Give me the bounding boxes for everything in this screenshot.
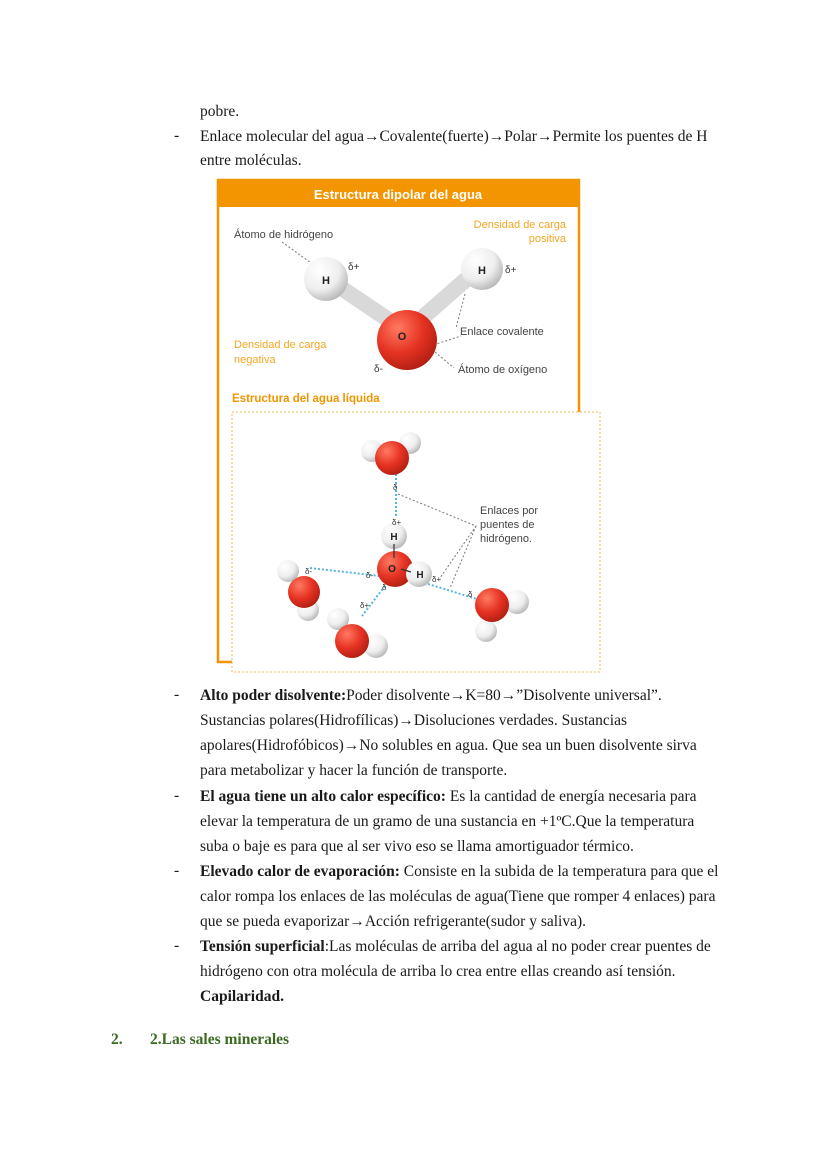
atom-o: O — [397, 331, 407, 343]
delta-minus: δ- — [374, 364, 383, 375]
atom-h-left: H — [322, 275, 330, 287]
delta-plus-bottom: δ+ — [360, 601, 370, 610]
solvent-line-1-rest: Poder disolvente→K=80→”Disolvente universal”. — [346, 687, 662, 704]
bond-line-1: Enlace molecular del agua→Covalente(fuerte)→Polar→Permite los puentes de H — [200, 128, 708, 145]
delta-plus-center-right: δ+ — [432, 575, 442, 584]
section-title: 2.Las sales minerales — [150, 1031, 290, 1048]
solvent-line-1 — [200, 686, 662, 706]
tension-line-1-rest: :Las moléculas de arriba del agua al no poder crear puentes de — [324, 938, 711, 955]
label-negative-density-1: Densidad de carga — [234, 339, 327, 351]
evap-bold: Elevado calor de evaporación: — [200, 863, 400, 880]
solvent-bold: Alto poder disolvente: — [200, 687, 347, 704]
delta-right: δ — [468, 590, 473, 599]
tension-line-2: hidrógeno con otra molécula de arriba lo crea entre ellas creando así tensión. — [200, 963, 676, 980]
water-molecule-left — [288, 576, 320, 608]
water-structure-figure — [210, 176, 606, 676]
evap-line-1-rest: Consiste en la subida de la temperatura para que el — [399, 863, 719, 880]
bullet-dash: - — [174, 862, 180, 879]
tension-line-3 — [200, 987, 284, 1007]
solvent-line-4: para metabolizar y hacer la función de transporte. — [200, 762, 508, 779]
atom-h-center-right: H — [416, 570, 424, 581]
figure-subtitle: Estructura del agua líquida — [232, 393, 380, 405]
tension-capillarity: Capilaridad. — [200, 988, 284, 1005]
heat-bold: El agua tiene un alto calor específico: — [200, 788, 446, 805]
tension-line-1 — [200, 937, 711, 957]
water-molecule-right — [475, 588, 509, 622]
section-number: 2. — [111, 1031, 123, 1048]
label-hbonds-2: puentes de — [480, 519, 535, 531]
bond-line-2: entre moléculas. — [200, 152, 302, 169]
delta-plus-center: δ+ — [392, 518, 402, 527]
intro-line: pobre. — [200, 103, 240, 120]
delta-center-bottom: δ — [382, 583, 387, 592]
heat-line-1 — [200, 787, 697, 807]
figure-title: Estructura dipolar del agua — [313, 187, 483, 202]
atom-h-center-top: H — [390, 532, 398, 543]
label-positive-density-2: positiva — [528, 233, 566, 245]
atom-o-center: O — [388, 564, 396, 575]
evap-line-2: calor rompa los enlaces de las moléculas de agua(Tiene que romper 4 enlaces) para — [200, 888, 716, 905]
heat-line-1-rest: Es la cantidad de energía necesaria para — [445, 788, 697, 805]
bullet-dash: - — [174, 787, 180, 804]
solvent-line-3: apolares(Hidrofóbicos)→No solubles en agua. Que sea un buen disolvente sirva — [200, 737, 697, 754]
atom-h-right: H — [478, 265, 486, 277]
label-hbonds-3: hidrógeno. — [480, 533, 532, 545]
evap-line-1 — [200, 862, 718, 882]
heat-line-2: elevar la temperatura de un gramo de una sustancia en +1ºC.Que la temperatura — [200, 813, 695, 830]
delta-minus-left: δ- — [305, 567, 313, 576]
water-molecule-top — [375, 441, 409, 475]
delta-top: δ — [393, 483, 398, 492]
delta-minus-center: δ- — [366, 571, 374, 580]
evap-line-3: que se pueda evaporizar→Acción refrigerante(sudor y saliva). — [200, 913, 587, 930]
label-hbonds-1: Enlaces por — [480, 505, 539, 517]
oxygen-atom-sphere — [377, 310, 437, 370]
label-hydrogen-atom: Átomo de hidrógeno — [234, 229, 334, 241]
heat-line-3: suba o baje es para que al ser vivo eso se llama amortiguador térmico. — [200, 838, 634, 855]
label-positive-density-1: Densidad de carga — [473, 219, 566, 231]
tension-bold: Tensión superficial — [200, 938, 325, 955]
label-covalent-bond: Enlace covalente — [460, 326, 544, 338]
delta-plus-right: δ+ — [505, 265, 517, 276]
label-oxygen-atom: Átomo de oxígeno — [458, 364, 548, 376]
water-molecule-bottom — [335, 624, 369, 658]
bullet-dash: - — [174, 127, 180, 144]
delta-plus-left: δ+ — [348, 262, 360, 273]
bullet-dash: - — [174, 937, 180, 954]
bullet-dash: - — [174, 686, 180, 703]
solvent-line-2: Sustancias polares(Hidrofílicas)→Disoluciones verdades. Sustancias — [200, 712, 628, 729]
label-negative-density-2: negativa — [234, 354, 276, 366]
